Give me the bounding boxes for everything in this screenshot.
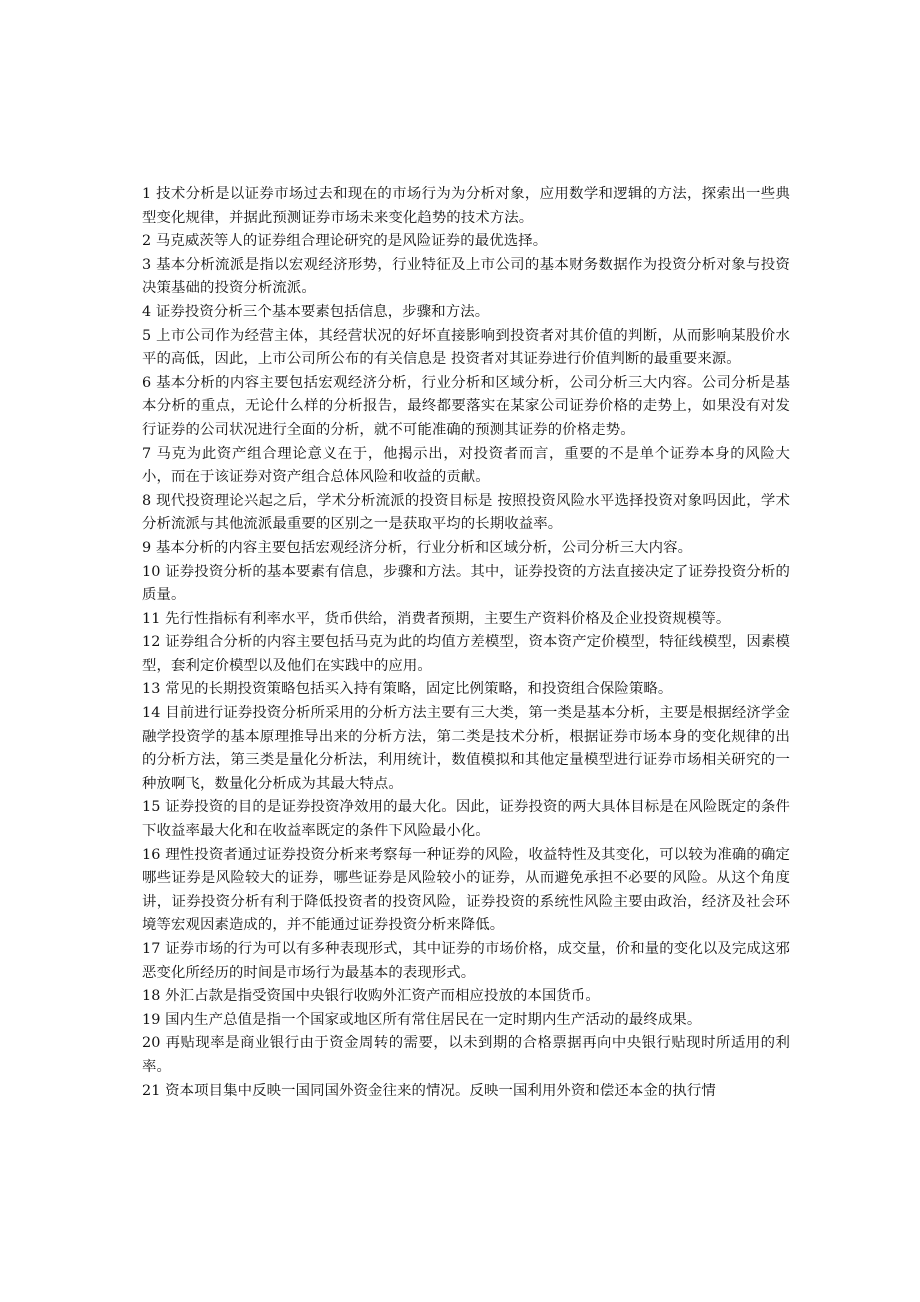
- list-item: 8 现代投资理论兴起之后，学术分析流派的投资目标是 按照投资风险水平选择投资对象吗因此，学术分析流派与其他流派最重要的区别之一是获取平均的长期收益率。: [142, 492, 790, 533]
- list-item: 11 先行性指标有利率水平，货币供给，消费者预期，主要生产资料价格及企业投资规模等。: [142, 610, 731, 627]
- list-item: 21 资本项目集中反映一国同国外资金往来的情况。反映一国利用外资和偿还本金的执行情: [142, 1082, 716, 1099]
- list-item: 20 再贴现率是商业银行由于资金周转的需要，以未到期的合格票据再向中央银行贴现时所适用的利率。: [142, 1035, 790, 1075]
- list-item: 14 目前进行证券投资分析所采用的分析方法主要有三大类，第一类是基本分析，主要是根据经济学金融学投资学的基本原理推导出来的分析方法，第二类是技术分析，根据证券市场本身的变化规律的出的分析方法，第三类是量化分析法，利用统计，数值模拟和其他定量模型进行证券市场相关研究的一种放啊飞，数量化分析成为其最大特点。: [142, 705, 790, 792]
- list-item: 7 马克为此资产组合理论意义在于，他揭示出，对投资者而言，重要的不是单个证券本身的风险大小，而在于该证券对资产组合总体风险和收益的贡献。: [142, 445, 790, 486]
- list-item: 18 外汇占款是指受资国中央银行收购外汇资产而相应投放的本国货币。: [142, 988, 600, 1005]
- list-item: 12 证券组合分析的内容主要包括马克为此的均值方差模型，资本资产定价模型，特征线模型，因素模型，套利定价模型以及他们在实践中的应用。: [142, 634, 790, 674]
- list-item: 17 证券市场的行为可以有多种表现形式，其中证券的市场价格，成交量，价和量的变化以及完成这邪恶变化所经历的时间是市场行为最基本的表现形式。: [142, 941, 790, 981]
- list-item: 15 证券投资的目的是证券投资净效用的最大化。因此，证券投资的两大具体目标是在风险既定的条件下收益率最大化和在收益率既定的条件下风险最小化。: [142, 799, 790, 840]
- list-item: 4 证券投资分析三个基本要素包括信息，步骤和方法。: [142, 303, 490, 320]
- list-item: 1 技术分析是以证券市场过去和现在的市场行为为分析对象，应用数学和逻辑的方法，探索出一些典型变化规律，并据此预测证券市场未来变化趋势的技术方法。: [142, 186, 790, 226]
- list-item: 2 马克威茨等人的证券组合理论研究的是风险证券的最优选择。: [142, 233, 548, 250]
- list-item: 16 理性投资者通过证券投资分析来考察每一种证券的风险，收益特性及其变化，可以较为准确的确定哪些证券是风险较大的证券，哪些证券是风险较小的证券，从而避免承担不必要的风险。从这个角度讲，证券投资分析有利于降低投资者的投资风险，证券投资的系统性风险主要由政治，经济及社会环境等宏观因素造成的，并不能通过证券投资分析来降低。: [142, 846, 790, 934]
- list-item: 9 基本分析的内容主要包括宏观经济分析，行业分析和区域分析，公司分析三大内容。: [142, 539, 693, 556]
- list-item: 13 常见的长期投资策略包括买入持有策略，固定比例策略，和投资组合保险策略。: [142, 681, 673, 698]
- list-item: 19 国内生产总值是指一个国家或地区所有常住居民在一定时期内生产活动的最终成果。: [142, 1011, 702, 1028]
- list-item: 5 上市公司作为经营主体，其经营状况的好坏直接影响到投资者对其价值的判断，从而影响某股价水平的高低，因此，上市公司所公布的有关信息是 投资者对其证券进行价值判断的最重要来源。: [142, 327, 790, 368]
- list-item: 3 基本分析流派是指以宏观经济形势，行业特征及上市公司的基本财务数据作为投资分析对象与投资决策基础的投资分析流派。: [142, 256, 790, 297]
- list-item: 10 证券投资分析的基本要素有信息，步骤和方法。其中，证券投资的方法直接决定了证券投资分析的质量。: [142, 563, 790, 604]
- list-item: 6 基本分析的内容主要包括宏观经济分析，行业分析和区域分析，公司分析三大内容。公司分析是基本分析的重点，无论什么样的分析报告，最终都要落实在某家公司证券价格的走势上，如果没有对发行证券的公司状况进行全面的分析，就不可能准确的预测其证券的价格走势。: [142, 374, 790, 438]
- document-body: [142, 183, 790, 1103]
